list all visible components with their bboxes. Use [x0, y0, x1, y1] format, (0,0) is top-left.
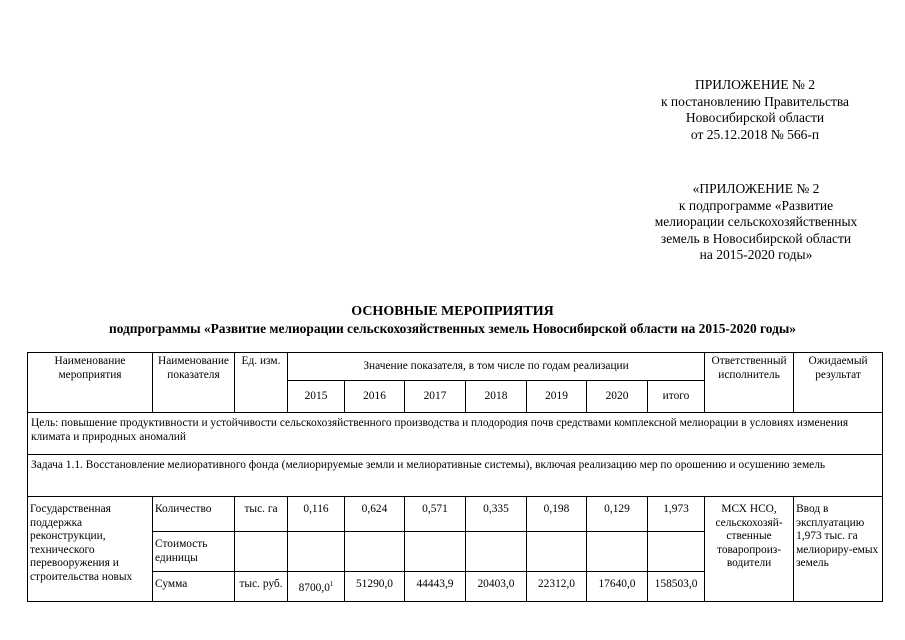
- value-cell-total: 158503,0: [648, 572, 705, 602]
- unit-quantity: тыс. га: [235, 497, 288, 532]
- header-unit: Ед. изм.: [235, 353, 288, 413]
- sub-appendix-line-3: мелиорации сельскохозяйственных: [654, 214, 858, 229]
- header-executor: Ответственный исполнитель: [705, 353, 794, 413]
- indicator-sum: Сумма: [153, 572, 235, 602]
- value-cell-total: [648, 532, 705, 572]
- value-cell: 0,624: [345, 497, 405, 532]
- value-cell: [405, 532, 466, 572]
- page-bottom-margin: [0, 604, 905, 640]
- event-name: Государственная поддержка реконструкции, технического перевооружения и строительства новых: [28, 497, 153, 602]
- header-row-1: [28, 353, 883, 381]
- document-title: ОСНОВНЫЕ МЕРОПРИЯТИЯ: [351, 304, 554, 319]
- value-cell: 20403,0: [466, 572, 527, 602]
- value-cell-total: 1,973: [648, 497, 705, 532]
- value-cell: [527, 532, 587, 572]
- value-cell: [466, 532, 527, 572]
- value-cell: 51290,0: [345, 572, 405, 602]
- footnote-marker: 1: [329, 580, 334, 588]
- indicator-quantity: Количество: [153, 497, 235, 532]
- header-total: итого: [648, 381, 705, 413]
- sub-appendix-number: «ПРИЛОЖЕНИЕ № 2: [692, 181, 820, 196]
- value-cell: [288, 532, 345, 572]
- header-event-name: Наименование мероприятия: [28, 353, 153, 413]
- header-year-2017: 2017: [405, 381, 466, 413]
- unit-unit-cost: [235, 532, 288, 572]
- sub-appendix-line-4: земель в Новосибирской области: [660, 230, 852, 246]
- unit-sum: тыс. руб.: [235, 572, 288, 602]
- value-cell: [288, 572, 345, 602]
- header-year-2020: 2020: [587, 381, 648, 413]
- task-row: [28, 455, 883, 497]
- indicator-unit-cost: Стоимость единицы: [153, 532, 235, 572]
- header-values-group: Значение показателя, в том числе по годам реализации: [288, 353, 705, 381]
- value-2015-sum: 8700,0: [298, 581, 330, 594]
- appendix-region-line: Новосибирской области: [685, 110, 825, 125]
- value-cell: 0,198: [527, 497, 587, 532]
- header-indicator-name: Наименование показателя: [153, 353, 235, 413]
- sub-appendix-line-5: на 2015-2020 годы»: [699, 247, 813, 262]
- header-year-2015: 2015: [288, 381, 345, 413]
- sub-appendix-header: [612, 181, 900, 264]
- sub-appendix-line-2: к подпрограмме «Развитие: [678, 197, 834, 213]
- value-cell: 0,335: [466, 497, 527, 532]
- result-cell: Ввод в эксплуатацию 1,973 тыс. га мелиориру-емых земель: [794, 497, 883, 602]
- value-cell: 22312,0: [527, 572, 587, 602]
- value-cell: 17640,0: [587, 572, 648, 602]
- table-row: [28, 497, 883, 532]
- executor-cell: МСХ НСО, сельскохозяй-ственные товаропроиз-водители: [705, 497, 794, 602]
- task-text: Задача 1.1. Восстановление мелиоративного фонда (мелиорируемые земли и мелиоративные системы), включая реализацию мер по орошению и осушению земель: [28, 455, 883, 497]
- appendix-date-line: от 25.12.2018 № 566-п: [690, 126, 820, 142]
- appendix-header: [610, 77, 900, 143]
- value-cell: 0,129: [587, 497, 648, 532]
- header-result: Ожидаемый результат: [794, 353, 883, 413]
- document-subtitle: подпрограммы «Развитие мелиорации сельскохозяйственных земель Новосибирской области на 2015-2020 годы»: [108, 321, 797, 336]
- header-year-2016: 2016: [345, 381, 405, 413]
- goal-text: Цель: повышение продуктивности и устойчивости сельскохозяйственного производства и плодородия почв средствами комплексной мелиорации в условиях изменения климата и природных аномалий: [28, 413, 883, 455]
- header-year-2018: 2018: [466, 381, 527, 413]
- appendix-number: ПРИЛОЖЕНИЕ № 2: [694, 77, 816, 92]
- value-cell: 44443,9: [405, 572, 466, 602]
- value-cell: [587, 532, 648, 572]
- value-cell: 0,116: [288, 497, 345, 532]
- goal-row: [28, 413, 883, 455]
- header-year-2019: 2019: [527, 381, 587, 413]
- value-cell: [345, 532, 405, 572]
- appendix-decree-line: к постановлению Правительства: [660, 93, 850, 109]
- value-cell: 0,571: [405, 497, 466, 532]
- events-table: [27, 352, 883, 602]
